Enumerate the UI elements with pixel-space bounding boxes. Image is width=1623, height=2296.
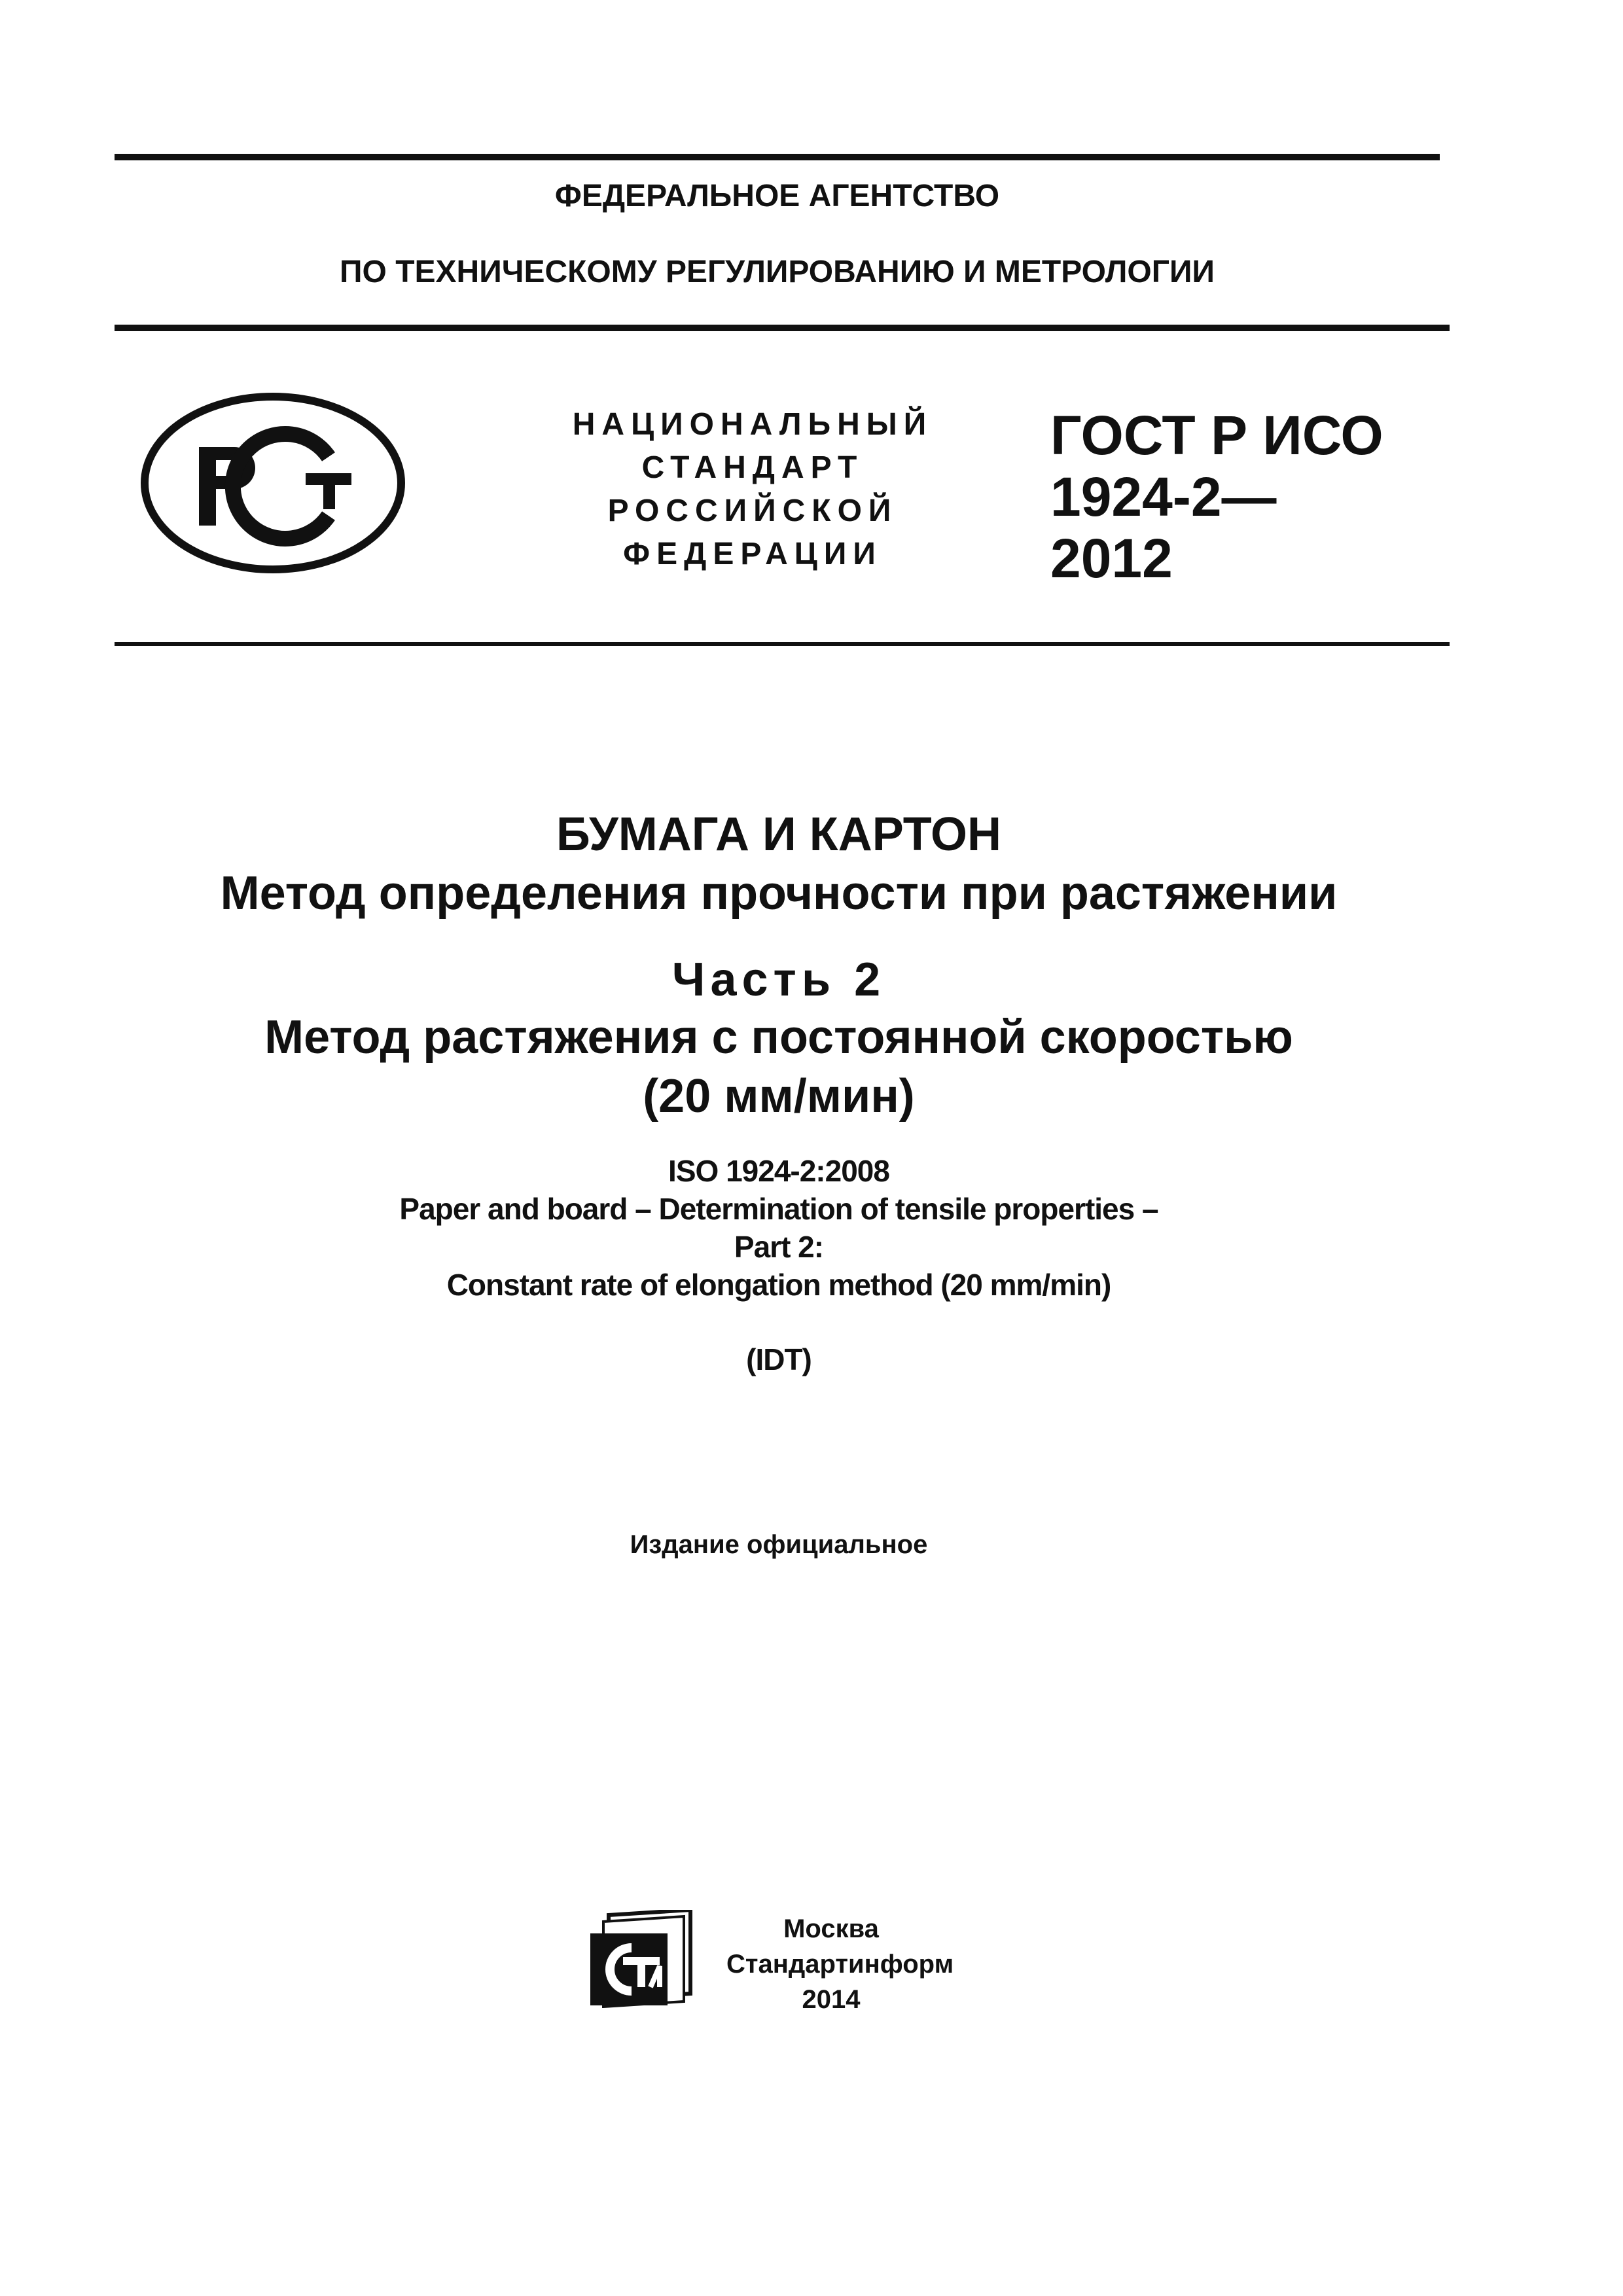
national-standard-label [524,403,982,576]
title-line-4: (20 мм/мин) [643,1070,915,1122]
designation-line-1: ГОСТ Р ИСО [1050,404,1383,466]
title-line-3: Метод растяжения с постоянной скоростью [264,1011,1293,1064]
standartinform-logo-icon [589,1910,697,2008]
title-line-2: Метод определения прочности при растяжении [220,867,1338,920]
publication-year: 2014 [802,1985,861,2014]
designation-line-2: 1924-2— [1050,466,1277,528]
agency-line-2: ПО ТЕХНИЧЕСКОМУ РЕГУЛИРОВАНИЮ И МЕТРОЛОГИИ [340,255,1215,289]
national-line-2: СТАНДАРТ [641,450,864,485]
publisher-block [726,1911,954,2017]
iso-number: ISO 1924-2:2008 [668,1154,889,1188]
edition-label: Издание официальное [630,1530,928,1559]
publisher-name: Стандартинформ [726,1950,954,1979]
national-line-1: НАЦИОНАЛЬНЫЙ [572,407,933,442]
publisher-city: Москва [783,1914,879,1943]
top-rule [115,154,1440,160]
iso-title-line-1: Paper and board – Determination of tensile properties – [399,1192,1158,1226]
national-line-4: ФЕДЕРАЦИИ [623,537,882,571]
iso-title-line-3: Constant rate of elongation method (20 mm/min) [446,1268,1111,1302]
title-line-1: БУМАГА И КАРТОН [556,808,1001,861]
rst-conformity-mark-icon [139,391,407,575]
header-divider-rule [115,325,1450,331]
header-bottom-rule [115,642,1450,646]
agency-line-1: ФЕДЕРАЛЬНОЕ АГЕНТСТВО [554,179,1000,213]
iso-title-line-2: Part 2: [734,1230,824,1264]
designation-line-3: 2012 [1050,528,1173,589]
national-line-3: РОССИЙСКОЙ [607,493,898,528]
iso-equivalence: (IDT) [746,1342,812,1376]
title-part: Часть 2 [671,954,886,1006]
standard-designation [1050,404,1383,589]
